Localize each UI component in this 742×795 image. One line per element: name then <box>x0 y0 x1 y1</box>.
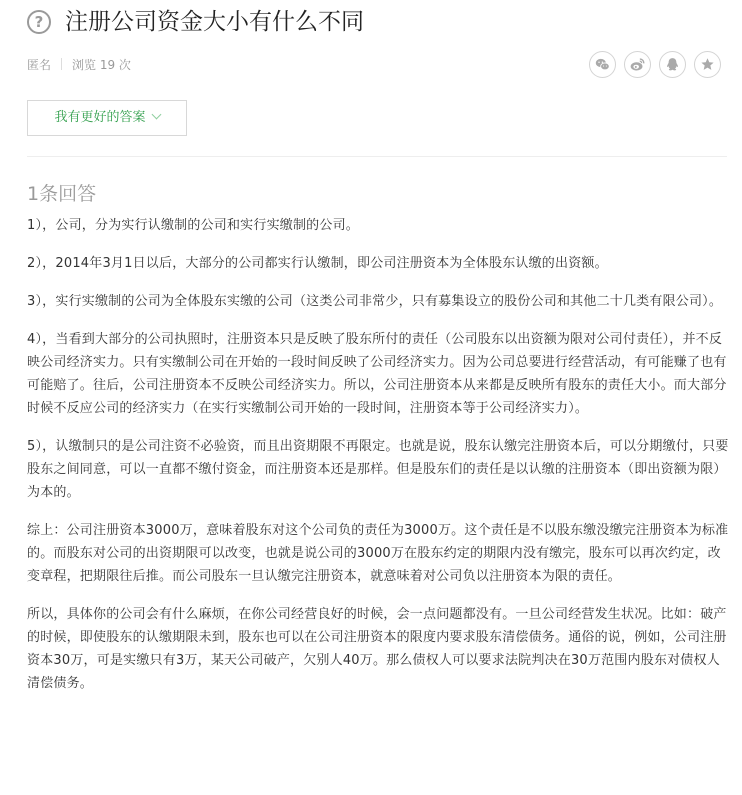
better-answer-label: 我有更好的答案 <box>54 110 146 125</box>
share-weibo-button[interactable] <box>624 51 651 78</box>
question-meta <box>27 57 131 73</box>
answer-body <box>27 214 729 710</box>
answer-paragraph: 3），实行实缴制的公司为全体股东实缴的公司（这类公司非常少，只有募集设立的股份公司和其他二十几类有限公司）。 <box>27 294 723 309</box>
answer-paragraph: 2），2014年3月1日以后，大部分的公司都实行认缴制，即公司注册资本为全体股东认缴的出资额。 <box>27 256 608 271</box>
share-wechat-button[interactable] <box>589 51 616 78</box>
meta-divider <box>61 58 62 70</box>
qq-icon <box>665 57 680 72</box>
weibo-icon <box>630 57 645 72</box>
view-count: 浏览 19 次 <box>72 58 131 72</box>
question-page <box>27 0 729 691</box>
share-qq-button[interactable] <box>659 51 686 78</box>
answer-paragraph: 所以，具体你的公司会有什么麻烦，在你公司经营良好的时候，会一点问题都没有。一旦公司经营发生状况。比如：破产的时候，即使股东的认缴期限未到，股东也可以在公司注册资本的限度内要求股东清偿债务。通俗的说，例如，公司注册资本30万，可是实缴只有3万，某天公司破产，欠别人40万。那么债权人可以要求法院判决在30万范围内股东对债权人清偿债务。 <box>27 607 727 691</box>
favorite-button[interactable] <box>694 51 721 78</box>
section-divider <box>27 156 727 157</box>
answer-paragraph: 1），公司，分为实行认缴制的公司和实行实缴制的公司。 <box>27 218 359 233</box>
answer-paragraph: 综上：公司注册资本3000万，意味着股东对这个公司负的责任为3000万。这个责任是不以股东缴没缴完注册资本为标准的。而股东对公司的出资期限可以改变，也就是说公司的3000万在股东约定的期限内没有缴完，股东可以再次约定，改变章程，把期限往后推。而公司股东一旦认缴完注册资本，就意味着对公司负以注册资本为限的责任。 <box>27 523 729 584</box>
favorite-star-icon <box>700 57 715 72</box>
author-label: 匿名 <box>27 58 52 72</box>
chevron-down-icon <box>151 110 161 120</box>
question-header <box>27 0 727 46</box>
answer-paragraph: 4），当看到大部分的公司执照时，注册资本只是反映了股东所付的责任（公司股东以出资额为限对公司付责任），并不反映公司经济实力。只有实缴制公司在开始的一段时间反映了公司经济实力。因为公司总要进行经营活动，有可能赚了也有可能赔了。往后，公司注册资本不反映公司经济实力。所以，公司注册资本从来都是反映所有股东的责任大小。而大部分时候不反应公司的经济实力（在实行实缴制公司开始的一段时间，注册资本等于公司经济实力）。 <box>27 332 727 416</box>
wechat-icon <box>595 57 610 72</box>
better-answer-button[interactable] <box>27 100 187 136</box>
question-mark-icon: ? <box>27 10 51 34</box>
question-title: 注册公司资金大小有什么不同 <box>65 9 364 35</box>
share-bar <box>581 51 721 78</box>
answer-count: 1条回答 <box>27 183 97 205</box>
answer-paragraph: 5），认缴制只的是公司注资不必验资，而且出资期限不再限定。也就是说，股东认缴完注册资本后，可以分期缴付，只要股东之间同意，可以一直都不缴付资金，而注册资本还是那样。但是股东们的责任是以认缴的注册资本（即出资额为限）为本的。 <box>27 439 729 500</box>
